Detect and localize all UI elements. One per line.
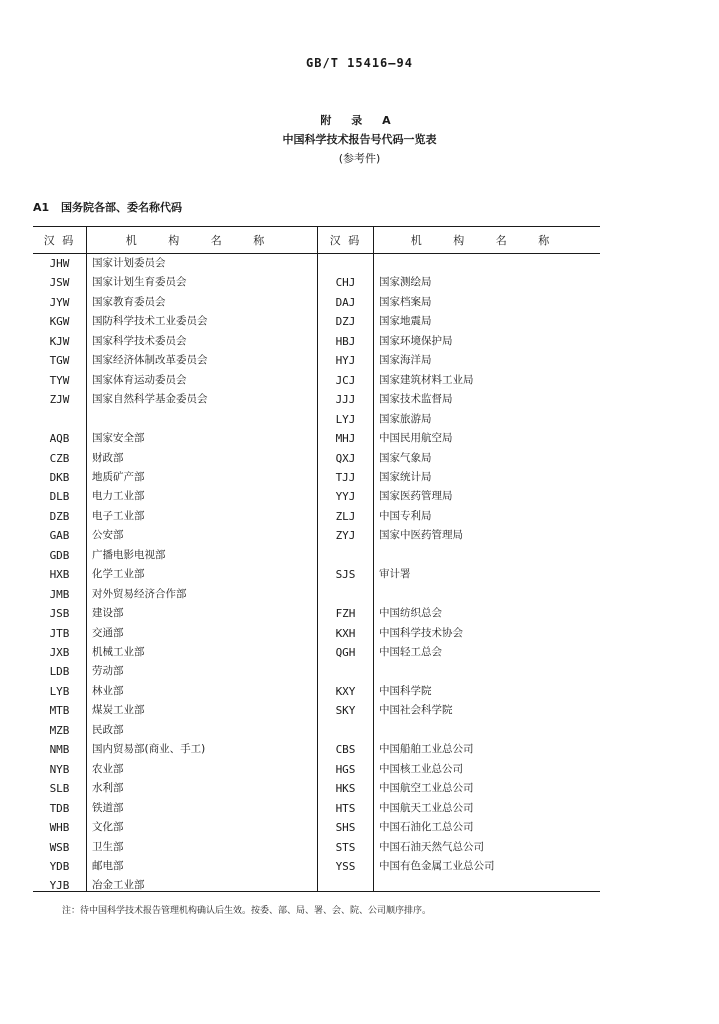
table-left-code-divider bbox=[86, 226, 87, 892]
org-name: 交通部 bbox=[92, 626, 124, 639]
org-name: 铁道部 bbox=[92, 801, 124, 814]
org-code: CBS bbox=[335, 743, 356, 757]
org-name: 对外贸易经济合作部 bbox=[92, 587, 187, 600]
header-name-left: 机 构 名 称 bbox=[125, 234, 279, 247]
org-name: 财政部 bbox=[92, 451, 124, 464]
org-name: 卫生部 bbox=[92, 840, 124, 853]
org-code: SLB bbox=[49, 782, 70, 796]
header-name-right: 机 构 名 称 bbox=[410, 234, 564, 247]
org-code: HBJ bbox=[335, 334, 356, 348]
org-name: 水利部 bbox=[92, 782, 124, 795]
org-name: 国家教育委员会 bbox=[92, 295, 166, 308]
org-name: 国家气象局 bbox=[379, 451, 432, 464]
org-code: GDB bbox=[49, 548, 70, 562]
standard-number-header: GB/T 15416—94 bbox=[306, 56, 413, 70]
org-name: 中国轻工总会 bbox=[379, 646, 442, 658]
org-code: QXJ bbox=[335, 451, 356, 465]
org-name: 国家经济体制改革委员会 bbox=[92, 354, 208, 367]
org-name: 国家医药管理局 bbox=[379, 490, 453, 503]
org-name: 国家建筑材料工业局 bbox=[379, 373, 474, 386]
org-code: JCJ bbox=[335, 373, 356, 387]
org-code: LYJ bbox=[335, 412, 356, 426]
org-code: ZYJ bbox=[335, 529, 356, 543]
org-code: KXH bbox=[335, 626, 356, 640]
org-name bbox=[379, 546, 599, 565]
org-code: TJJ bbox=[335, 470, 356, 484]
header-code-left: 汉 码 bbox=[43, 234, 76, 247]
org-name: 劳动部 bbox=[92, 665, 124, 678]
org-code: HTS bbox=[335, 801, 356, 815]
org-code: AQB bbox=[49, 432, 70, 446]
org-code: HGS bbox=[335, 762, 356, 776]
section-number: A1 bbox=[33, 201, 50, 214]
org-name: 国家体育运动委员会 bbox=[92, 373, 187, 386]
org-code: JMB bbox=[49, 587, 70, 601]
org-name: 中国航天工业总公司 bbox=[379, 801, 474, 814]
org-name: 国家自然科学基金委员会 bbox=[92, 393, 208, 406]
org-code: ZLJ bbox=[335, 509, 356, 523]
appendix-title: 中国科学技术报告号代码一览表 bbox=[282, 133, 437, 146]
org-code: TDB bbox=[49, 801, 70, 815]
org-code bbox=[33, 410, 86, 429]
org-code: KXY bbox=[335, 684, 356, 698]
org-code: JJJ bbox=[335, 393, 356, 407]
org-code: STS bbox=[335, 840, 356, 854]
org-name: 中国纺织总会 bbox=[379, 607, 442, 620]
org-name: 地质矿产部 bbox=[92, 470, 145, 483]
table-right-code-divider bbox=[373, 226, 374, 892]
org-code: YJB bbox=[49, 879, 70, 893]
org-name: 国家统计局 bbox=[379, 470, 432, 483]
org-code: DLB bbox=[49, 490, 70, 504]
org-code: WHB bbox=[49, 821, 70, 835]
org-code: CHJ bbox=[335, 276, 356, 290]
org-code: YDB bbox=[49, 859, 70, 873]
org-code: JXB bbox=[49, 646, 70, 659]
org-code: KJW bbox=[49, 334, 70, 348]
org-code: JTB bbox=[49, 626, 70, 640]
org-name: 广播电影电视部 bbox=[92, 548, 166, 561]
org-name bbox=[379, 876, 599, 895]
org-name: 国家地震局 bbox=[379, 315, 432, 328]
org-name: 公安部 bbox=[92, 529, 124, 542]
org-name: 国家技术监督局 bbox=[379, 393, 453, 406]
org-code: HYJ bbox=[335, 354, 356, 368]
org-name: 中国科学技术协会 bbox=[379, 626, 463, 639]
org-code bbox=[318, 585, 373, 604]
org-name bbox=[379, 662, 599, 681]
org-code: ZJW bbox=[49, 393, 70, 407]
org-name bbox=[379, 721, 599, 740]
org-name bbox=[92, 410, 316, 429]
appendix-note: (参考件) bbox=[338, 152, 381, 165]
org-name: 审计署 bbox=[379, 568, 411, 581]
org-code: SJS bbox=[335, 568, 356, 582]
org-name bbox=[379, 585, 599, 604]
org-code: MTB bbox=[49, 704, 70, 718]
org-name: 国家科学技术委员会 bbox=[92, 334, 187, 347]
org-code: SKY bbox=[335, 704, 356, 718]
org-name: 机械工业部 bbox=[92, 646, 145, 658]
org-code: DZB bbox=[49, 509, 70, 523]
org-name: 中国石油天然气总公司 bbox=[379, 840, 484, 853]
org-name bbox=[379, 254, 599, 273]
org-code bbox=[318, 876, 373, 895]
org-code: YYJ bbox=[335, 490, 356, 504]
org-name: 化学工业部 bbox=[92, 568, 145, 581]
org-name: 电力工业部 bbox=[92, 490, 145, 503]
org-name: 林业部 bbox=[92, 684, 124, 697]
org-name: 国家档案局 bbox=[379, 295, 432, 308]
org-name: 国家中医药管理局 bbox=[379, 529, 463, 542]
org-name: 国家旅游局 bbox=[379, 412, 432, 425]
org-name: 国家计划委员会 bbox=[92, 257, 166, 269]
org-name: 中国科学院 bbox=[379, 684, 432, 697]
org-code: NYB bbox=[49, 762, 70, 776]
org-name: 文化部 bbox=[92, 821, 124, 834]
org-name: 国内贸易部(商业、手工) bbox=[92, 743, 206, 756]
org-code: YSS bbox=[335, 859, 356, 873]
org-code bbox=[318, 546, 373, 565]
org-code: LDB bbox=[49, 665, 70, 679]
org-name: 煤炭工业部 bbox=[92, 704, 145, 717]
org-code: SHS bbox=[335, 821, 356, 835]
org-code: TGW bbox=[49, 354, 70, 368]
org-name: 中国石油化工总公司 bbox=[379, 821, 474, 834]
org-code: DAJ bbox=[335, 295, 356, 309]
org-code: MZB bbox=[49, 723, 70, 737]
org-name: 中国核工业总公司 bbox=[379, 762, 463, 775]
org-code: CZB bbox=[49, 451, 70, 465]
org-name: 国家计划生育委员会 bbox=[92, 276, 187, 289]
org-name: 电子工业部 bbox=[92, 509, 145, 522]
org-name: 中国航空工业总公司 bbox=[379, 782, 474, 795]
section-title: 国务院各部、委名称代码 bbox=[61, 201, 183, 214]
appendix-label: 附 录 A bbox=[320, 114, 399, 127]
org-name: 民政部 bbox=[92, 723, 124, 736]
org-name: 国防科学技术工业委员会 bbox=[92, 315, 208, 328]
org-code bbox=[318, 662, 373, 681]
org-name: 中国民用航空局 bbox=[379, 432, 453, 445]
org-code: MHJ bbox=[335, 432, 356, 446]
org-code: JSB bbox=[49, 607, 70, 621]
org-code: FZH bbox=[335, 607, 356, 621]
org-code: HKS bbox=[335, 782, 356, 796]
org-code: JHW bbox=[49, 257, 70, 270]
header-code-right: 汉 码 bbox=[329, 234, 362, 247]
org-code: JSW bbox=[49, 276, 70, 290]
org-code bbox=[318, 254, 373, 273]
org-name: 中国社会科学院 bbox=[379, 704, 453, 717]
org-name: 邮电部 bbox=[92, 859, 124, 872]
org-name: 建设部 bbox=[92, 607, 124, 620]
org-name: 中国专利局 bbox=[379, 509, 432, 522]
org-code: LYB bbox=[49, 684, 70, 698]
org-code: JYW bbox=[49, 295, 70, 309]
org-name: 国家海洋局 bbox=[379, 354, 432, 367]
org-name: 中国船舶工业总公司 bbox=[379, 743, 474, 756]
org-name: 国家环境保护局 bbox=[379, 334, 453, 347]
org-code: KGW bbox=[49, 315, 70, 329]
org-code: GAB bbox=[49, 529, 70, 543]
org-code: NMB bbox=[49, 743, 70, 757]
org-name: 国家测绘局 bbox=[379, 276, 432, 289]
org-code: TYW bbox=[49, 373, 70, 387]
org-code: DZJ bbox=[335, 315, 356, 329]
org-code: HXB bbox=[49, 568, 70, 582]
org-code: WSB bbox=[49, 840, 70, 854]
org-name: 国家安全部 bbox=[92, 432, 145, 445]
footnote: 注：待中国科学技术报告管理机构确认后生效。按委、部、局、署、会、院、公司顺序排序。 bbox=[62, 906, 432, 916]
org-code: DKB bbox=[49, 470, 70, 484]
org-code: QGH bbox=[335, 646, 356, 659]
org-name: 中国有色金属工业总公司 bbox=[379, 859, 495, 872]
org-code bbox=[318, 721, 373, 740]
org-name: 农业部 bbox=[92, 762, 124, 775]
org-name: 冶金工业部 bbox=[92, 879, 145, 892]
section-heading bbox=[33, 199, 182, 215]
